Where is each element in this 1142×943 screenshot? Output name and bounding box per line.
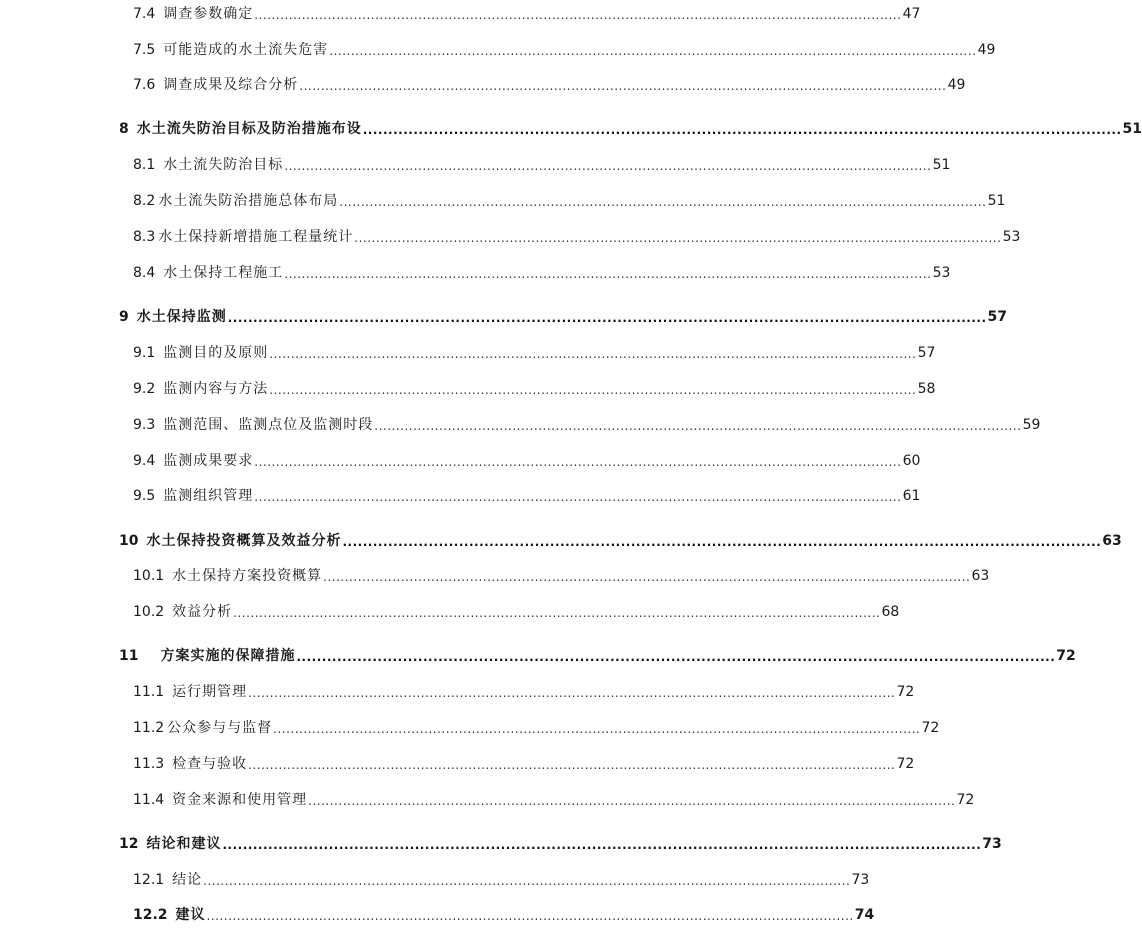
toc-entry[interactable]: [133, 41, 996, 59]
toc-entry-page: 61: [902, 488, 921, 504]
toc-entry-page: 51: [932, 157, 951, 173]
toc-entry-number: 8.3: [133, 229, 156, 245]
toc-chapter[interactable]: [119, 308, 1008, 326]
toc-entry-title: 调查成果及综合分析: [163, 77, 299, 93]
toc-leader-dots: ......................................................................................................................................................: [339, 195, 987, 209]
toc-chapter[interactable]: [119, 120, 1142, 138]
toc-entry-number: 12.2: [133, 907, 168, 923]
toc-entry-title: 监测组织管理: [163, 488, 254, 504]
toc-entry-page: 68: [881, 604, 900, 620]
toc-chapter-number: 11: [119, 648, 139, 664]
toc-entry-number: 12.1: [133, 872, 165, 888]
toc-leader-dots: ......................................................................................................................................................: [342, 535, 1102, 549]
toc-entry-title: 监测目的及原则: [163, 345, 269, 361]
toc-leader-dots: ......................................................................................................................................................: [374, 419, 1022, 433]
toc-entry[interactable]: [133, 871, 870, 889]
toc-leader-dots: ......................................................................................................................................................: [222, 838, 982, 852]
toc-leader-dots: ......................................................................................................................................................: [284, 159, 932, 173]
toc-entry-number: 10.2: [133, 604, 165, 620]
toc-entry[interactable]: [133, 380, 936, 398]
toc-entry-number: 9.3: [133, 417, 156, 433]
toc-entry[interactable]: [133, 228, 1021, 246]
toc-entry-title: 建议: [175, 907, 206, 923]
toc-entry-page: 60: [902, 453, 921, 469]
toc-leader-dots: ......................................................................................................................................................: [269, 347, 917, 361]
toc-leader-dots: ......................................................................................................................................................: [296, 650, 1056, 664]
toc-entry-page: 58: [917, 381, 936, 397]
toc-entry[interactable]: [133, 5, 921, 23]
toc-entry[interactable]: [133, 156, 951, 174]
toc-leader-dots: ......................................................................................................................................................: [308, 794, 956, 808]
toc-leader-dots: ......................................................................................................................................................: [273, 722, 921, 736]
toc-entry[interactable]: [133, 416, 1041, 434]
toc-chapter-page: 57: [987, 309, 1008, 325]
toc-chapter[interactable]: [119, 835, 1002, 853]
toc-entry-number: 7.5: [133, 42, 156, 58]
toc-entry-page: 73: [851, 872, 870, 888]
toc-entry-page: 72: [956, 792, 975, 808]
toc-entry-title: 结论: [172, 872, 203, 888]
toc-chapter-title: 水土保持投资概算及效益分析: [146, 533, 342, 549]
toc-entry-page: 59: [1022, 417, 1041, 433]
toc-chapter[interactable]: [119, 647, 1076, 665]
toc-chapter-title: 方案实施的保障措施: [160, 648, 296, 664]
toc-entry-number: 8.4: [133, 265, 156, 281]
toc-leader-dots: ......................................................................................................................................................: [248, 758, 896, 772]
toc-chapter[interactable]: [119, 532, 1122, 550]
toc-entry-number: 8.2: [133, 193, 156, 209]
toc-leader-dots: ......................................................................................................................................................: [254, 8, 902, 22]
toc-entry-page: 53: [932, 265, 951, 281]
toc-entry-number: 9.1: [133, 345, 156, 361]
toc-entry-title: 公众参与与监督: [167, 720, 273, 736]
toc-entry-title: 水土流失防治措施总体布局: [158, 193, 339, 209]
toc-chapter-page: 63: [1102, 533, 1122, 549]
toc-entry-page: 49: [977, 42, 996, 58]
toc-entry[interactable]: [133, 76, 966, 94]
toc-entry-title: 水土保持工程施工: [163, 265, 284, 281]
toc-entry-page: 63: [971, 568, 990, 584]
toc-entry-title: 资金来源和使用管理: [172, 792, 308, 808]
toc-leader-dots: ......................................................................................................................................................: [206, 909, 854, 923]
toc-entry[interactable]: [133, 755, 915, 773]
toc-leader-dots: ......................................................................................................................................................: [254, 455, 902, 469]
toc-entry-title: 监测内容与方法: [163, 381, 269, 397]
toc-entry-page: 72: [921, 720, 940, 736]
toc-leader-dots: ......................................................................................................................................................: [233, 606, 881, 620]
toc-chapter-page: 51: [1122, 121, 1142, 137]
toc-entry-page: 57: [917, 345, 936, 361]
toc-entry-title: 可能造成的水土流失危害: [163, 42, 329, 58]
toc-entry-number: 11.2: [133, 720, 165, 736]
toc-leader-dots: ......................................................................................................................................................: [254, 490, 902, 504]
toc-entry-page: 51: [987, 193, 1006, 209]
toc-entry-number: 7.6: [133, 77, 156, 93]
toc-leader-dots: ......................................................................................................................................................: [284, 267, 932, 281]
toc-entry-title: 水土保持方案投资概算: [172, 568, 323, 584]
toc-leader-dots: ......................................................................................................................................................: [248, 686, 896, 700]
toc-entry-page: 49: [947, 77, 966, 93]
toc-leader-dots: ......................................................................................................................................................: [329, 44, 977, 58]
toc-entry-number: 9.4: [133, 453, 156, 469]
toc-entry-page: 72: [896, 756, 915, 772]
toc-leader-dots: ......................................................................................................................................................: [362, 123, 1122, 137]
toc-entry[interactable]: [133, 192, 1006, 210]
toc-entry-number: 7.4: [133, 6, 156, 22]
toc-entry-title: 调查参数确定: [163, 6, 254, 22]
toc-chapter-title: 结论和建议: [146, 836, 222, 852]
toc-entry-page: 53: [1002, 229, 1021, 245]
toc-entry-number: 11.4: [133, 792, 165, 808]
toc-entry-page: 72: [896, 684, 915, 700]
toc-entry-title: 水土流失防治目标: [163, 157, 284, 173]
toc-entry-number: 8.1: [133, 157, 156, 173]
toc-leader-dots: ......................................................................................................................................................: [203, 874, 851, 888]
toc-leader-dots: ......................................................................................................................................................: [227, 311, 987, 325]
toc-chapter-title: 水土流失防治目标及防治措施布设: [136, 121, 362, 137]
toc-entry-title: 监测成果要求: [163, 453, 254, 469]
toc-entry-title: 水土保持新增措施工程量统计: [158, 229, 354, 245]
toc-leader-dots: ......................................................................................................................................................: [354, 231, 1002, 245]
toc-chapter-title: 水土保持监测: [136, 309, 227, 325]
toc-entry[interactable]: [133, 791, 975, 809]
toc-chapter-number: 8: [119, 121, 129, 137]
toc-entry[interactable]: [133, 487, 921, 505]
toc-entry-number: 11.1: [133, 684, 165, 700]
toc-entry[interactable]: [133, 452, 921, 470]
toc-chapter-number: 12: [119, 836, 139, 852]
toc-leader-dots: ......................................................................................................................................................: [299, 79, 947, 93]
toc-entry-number: 11.3: [133, 756, 165, 772]
toc-leader-dots: ......................................................................................................................................................: [323, 570, 971, 584]
toc-chapter-page: 72: [1056, 648, 1076, 664]
toc-entry-title: 效益分析: [172, 604, 233, 620]
toc-entry-number: 9.2: [133, 381, 156, 397]
toc-entry-page: 47: [902, 6, 921, 22]
toc-entry-page: 74: [854, 907, 875, 923]
toc-leader-dots: ......................................................................................................................................................: [269, 383, 917, 397]
toc-entry[interactable]: [133, 264, 951, 282]
toc-chapter-number: 10: [119, 533, 139, 549]
toc-chapter-page: 73: [982, 836, 1002, 852]
toc-entry[interactable]: [133, 906, 875, 924]
toc-entry[interactable]: [133, 344, 936, 362]
toc-entry[interactable]: [133, 603, 900, 621]
toc-entry[interactable]: [133, 567, 990, 585]
toc-entry-title: 监测范围、监测点位及监测时段: [163, 417, 374, 433]
toc-entry-title: 运行期管理: [172, 684, 248, 700]
toc-entry-title: 检查与验收: [172, 756, 248, 772]
toc-entry[interactable]: [133, 683, 915, 701]
toc-entry-number: 9.5: [133, 488, 156, 504]
toc-entry-number: 10.1: [133, 568, 165, 584]
toc-chapter-number: 9: [119, 309, 129, 325]
toc-entry[interactable]: [133, 719, 940, 737]
